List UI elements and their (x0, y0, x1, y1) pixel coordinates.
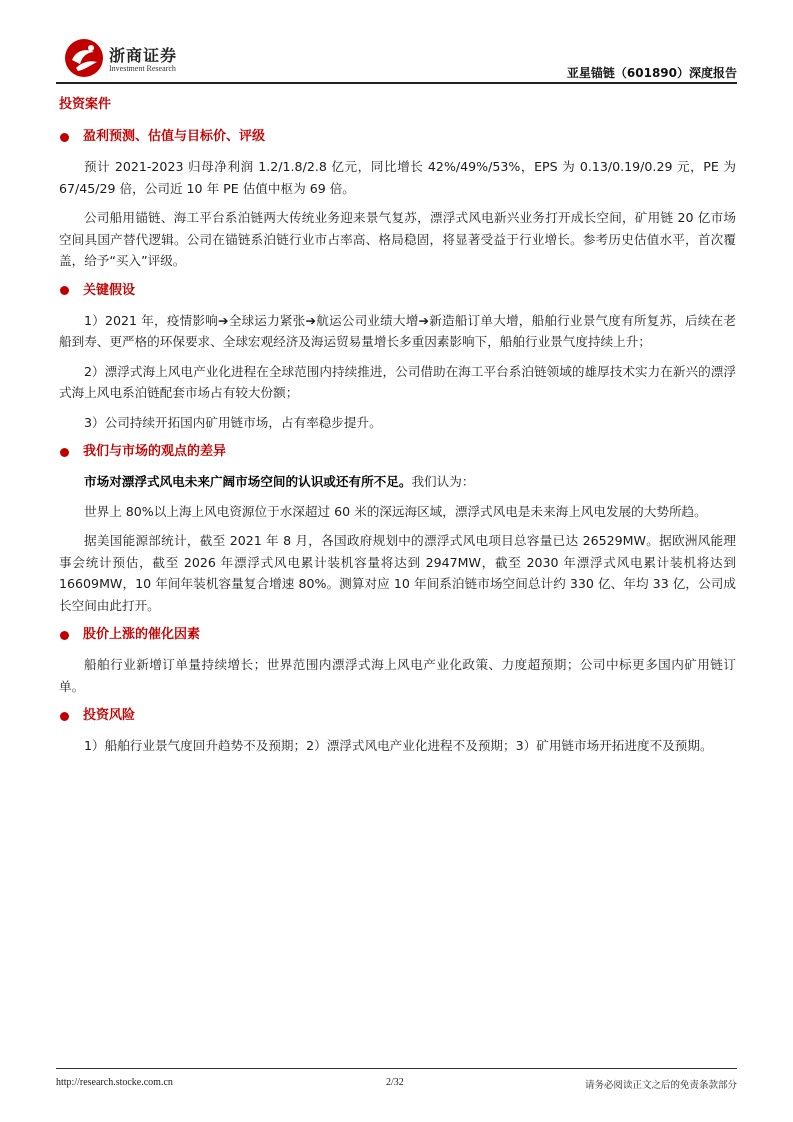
report-title: 亚星锚链（601890）深度报告 (566, 66, 737, 80)
page-footer (56, 1068, 737, 1097)
brand-subtitle: Investment Research (109, 64, 176, 73)
section-heading-catalysts (59, 625, 736, 645)
lead-paragraph (59, 471, 736, 493)
paragraph: 1）2021 年，疫情影响➔全球运力紧张➔航运公司业绩大增➔新造船订单大增，船舶行业景气度有所复苏，后续在老船到寿、更严格的环保要求、全球宏观经济及海运贸易量增长多重因素影响下，船舶行业景气度持续上升； (59, 312, 736, 349)
page-number: 2/32 (386, 1077, 404, 1088)
section-heading-text: 股价上涨的催化因素 (83, 627, 201, 642)
lead-bold-text: 市场对漂浮式风电未来广阔市场空间的认识或还有所不足。 (84, 474, 412, 489)
bullet-icon (60, 133, 69, 142)
paragraph: 据美国能源部统计，截至 2021 年 8 月，各国政府规划中的漂浮式风电项目总容量已达 26529MW。据欧洲风能理事会统计预估，截至 2026 年漂浮式风电累计装机容量将达到 2947MW，截至 2030 年漂浮式风电累计装机将达到 16609MW，10 年间年装机容量复合增速 80%。测算对应 10 年间系泊链市场空间总计约 330 亿、年均 33 亿，公司成长空间由此打开。 (59, 533, 736, 613)
page-header (56, 34, 737, 84)
disclaimer-note: 请务必阅读正文之后的免责条款部分 (584, 1080, 737, 1091)
lead-rest-text: 我们认为： (411, 474, 475, 489)
paragraph: 2）漂浮式海上风电产业化进程在全球范围内持续推进，公司借助在海工平台系泊链领域的雄厚技术实力在新兴的漂浮式海上风电系泊链配套市场占有较大份额； (59, 363, 736, 400)
brand-name: 浙商证券 (109, 46, 178, 65)
section-heading-text: 盈利预测、估值与目标价、评级 (83, 129, 266, 144)
section-heading-text: 我们与市场的观点的差异 (83, 444, 227, 459)
section-heading-differences (59, 442, 736, 462)
main-content (59, 96, 736, 757)
bullet-icon (60, 448, 69, 457)
paragraph: 预计 2021-2023 归母净利润 1.2/1.8/2.8 亿元，同比增长 42%/49%/53%，EPS 为 0.13/0.19/0.29 元，PE 为 67/45/29 倍，公司近 10 年 PE 估值中枢为 69 倍。 (59, 159, 736, 196)
paragraph: 公司船用锚链、海工平台系泊链两大传统业务迎来景气复苏，漂浮式风电新兴业务打开成长空间，矿用链 20 亿市场空间具国产替代逻辑。公司在锚链系泊链行业市占率高、格局稳固，将显著受益于行业增长。参考历史估值水平，首次覆盖，给予“买入”评级。 (59, 210, 736, 268)
header-divider (56, 82, 737, 84)
zheshang-logo-icon (64, 38, 104, 78)
footer-url-link[interactable]: http://research.stocke.com.cn (56, 1077, 173, 1088)
paragraph: 3）公司持续开拓国内矿用链市场，占有率稳步提升。 (84, 414, 382, 430)
section-heading-risks (59, 706, 736, 726)
page-title: 投资案件 (59, 97, 112, 112)
footer-divider (56, 1068, 737, 1069)
bullet-icon (60, 712, 69, 721)
paragraph: 世界上 80%以上海上风电资源位于水深超过 60 米的深远海区域，漂浮式风电是未来海上风电发展的大势所趋。 (84, 503, 707, 519)
section-heading-text: 关键假设 (83, 282, 136, 298)
paragraph: 船舶行业新增订单量持续增长；世界范围内漂浮式海上风电产业化政策、力度超预期；公司中标更多国内矿用链订单。 (59, 657, 736, 694)
paragraph: 1）船舶行业景气度回升趋势不及预期；2）漂浮式风电产业化进程不及预期；3）矿用链市场开拓进度不及预期。 (84, 738, 713, 753)
section-heading-assumptions (59, 281, 736, 301)
bullet-icon (60, 286, 69, 295)
bullet-icon (60, 631, 69, 640)
section-heading-forecast (59, 127, 736, 147)
section-heading-text: 投资风险 (83, 708, 136, 723)
